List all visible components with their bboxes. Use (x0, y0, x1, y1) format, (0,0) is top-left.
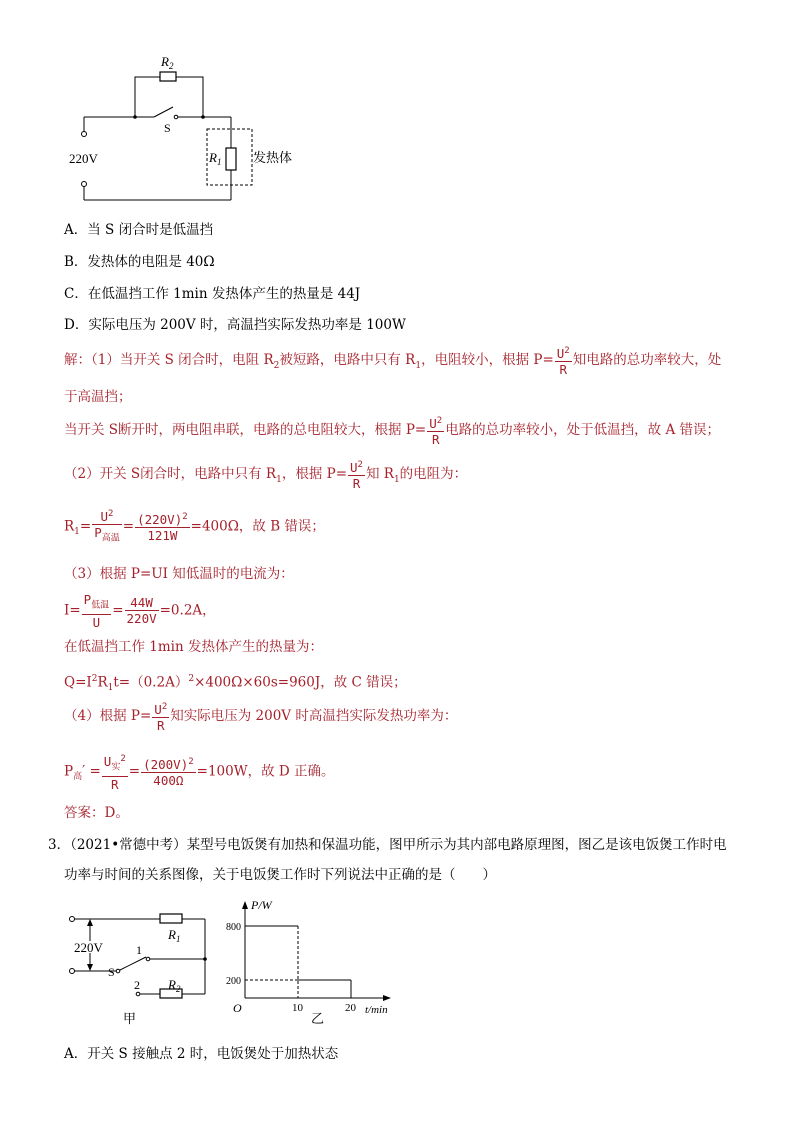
x-tick-label-10: 10 (292, 1002, 303, 1014)
option-b: B．发热体的电阻是 40Ω (64, 254, 215, 270)
option-d: D．实际电压为 200V 时，高温挡实际发热功率是 100W (64, 317, 406, 333)
heater-label: 发热体 (253, 150, 293, 165)
voltage-label: 220V (74, 940, 103, 955)
question-3-line-2: 功率与时间的关系图像，关于电饭煲工作时下列说法中正确的是（ ） (64, 867, 496, 883)
switch-blade (118, 957, 146, 971)
solution-line-3: 当开关 S断开时，两电阻串联，电路的总电阻较大，根据 P= $\frac{U^2}{R}$ 电路的总功率较小，处于低温挡，故 A 错误； (64, 416, 721, 448)
contact-2-label: 2 (134, 978, 140, 992)
y-axis-label: P/W (251, 898, 272, 912)
resistor-r2 (160, 72, 176, 81)
solution-line-8: 在低温挡工作 1min 发热体产生的热量为： (64, 639, 323, 655)
switch-label: S (164, 121, 171, 135)
chart-caption: 乙 (311, 1011, 325, 1026)
circuit-diagram-1 (60, 50, 320, 210)
x-axis-label: t/min (365, 1004, 388, 1016)
r1-label: $R_1$ (168, 927, 181, 944)
terminal-top (82, 132, 87, 137)
solution-line-1: 解：（1）当开关 S 闭合时，电阻 $R_2$被短路，电路中只有 $R_1$，电阻较小，根据 P= $\frac{U^2}{R}$ 知电路的总功率较大，处 (64, 346, 722, 378)
r2-label: $R_2$ (161, 54, 174, 71)
y-tick-label-200: 200 (226, 976, 241, 987)
option-c: C．在低温挡工作 1min 发热体产生的热量是 44J (64, 286, 361, 302)
terminal-top (70, 917, 75, 922)
switch-label: S (108, 965, 115, 979)
x-tick-label-20: 20 (345, 1002, 356, 1014)
terminal-bottom (70, 969, 75, 974)
solution-line-5: $R_1=$ $\frac{U^2}{P_{高温}}$ = $\frac{(220V)^2}{121W}$ =400Ω，故 B 错误； (64, 509, 325, 544)
option-a: A．当 S 闭合时是低温挡 (64, 222, 214, 238)
y-tick-label-800: 800 (226, 922, 241, 933)
circuit-diagram-2 (60, 905, 230, 1030)
solution-line-7: I= $\frac{P_{低温}}{U}$ = $\frac{44W}{220V}$ =0.2A， (64, 592, 216, 630)
switch-blade (154, 107, 173, 117)
question-3-option-a: A．开关 S 接触点 2 时，电饭煲处于加热状态 (64, 1046, 339, 1062)
question-3-line-1: 3．（2021•常德中考）某型号电饭煲有加热和保温功能，图甲所示为其内部电路原理图，图乙是该电饭煲工作时电 (48, 837, 727, 853)
solution-line-9: $Q=I^2R_1t=(0.2A)^2\times 400\Omega\times 60s=960J$，故 C 错误； (64, 674, 407, 694)
solution-line-2: 于高温挡； (64, 389, 132, 405)
solution-line-6: （3）根据 P=UI 知低温时的电流为： (64, 566, 294, 582)
solution-line-4: （2）开关 S闭合时，电路中只有 $R_1$，根据 P= $\frac{U^2}{R}$ 知 $R_1$的电阻为： (64, 460, 468, 492)
contact-1-label: 1 (136, 943, 142, 957)
solution-line-11: $P_高'$ = $\frac{U_实^2}{R}$ = $\frac{(200V)^2}{400\Omega}$ =100W，故 D 正确。 (64, 754, 335, 792)
solution-line-10: （4）根据 P= $\frac{U^2}{R}$ 知实际电压为 200V 时高温挡实际发热功率为： (64, 702, 458, 734)
circuit-caption: 甲 (123, 1011, 137, 1026)
resistor-r1 (160, 914, 182, 923)
r1-label: $R_1$ (209, 150, 222, 167)
r2-label: $R_2$ (168, 977, 181, 994)
resistor-r1 (226, 148, 236, 170)
terminal-bottom (82, 182, 87, 187)
power-time-chart (225, 895, 400, 1030)
voltage-label: 220V (69, 151, 98, 166)
origin-label: O (233, 1001, 242, 1015)
answer: 答案：D。 (64, 805, 129, 821)
